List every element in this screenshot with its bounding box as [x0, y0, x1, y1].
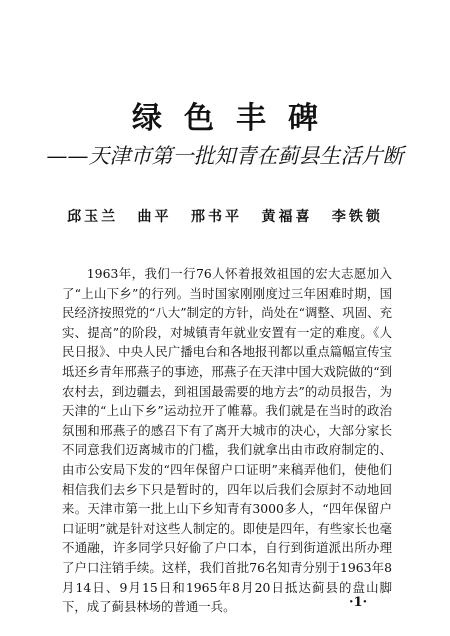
author-name: 邢书平 — [191, 209, 242, 225]
page-number: ·1· — [349, 595, 368, 610]
article-subtitle: ——天津市第一批知青在蓟县生活片断 — [46, 144, 404, 168]
author-name: 李铁锁 — [331, 209, 383, 225]
author-name: 黄福喜 — [261, 209, 313, 225]
author-name: 邱玉兰 — [67, 209, 119, 225]
article-title: 绿色丰碑 — [132, 101, 340, 136]
article-body — [62, 264, 392, 617]
author-list — [0, 206, 450, 228]
body-paragraph: 1963年，我们一行76人怀着报效祖国的宏大志愿加入了“上山下乡”的行列。当时国家刚刚度过三年困难时期，国民经济按照党的“八大”制定的方针，尚处在“调整、巩固、充实、提高”的阶段，对城镇青年就业安置有一定的难度。《人民日报》、中央人民广播电台和各地报刊都以重点篇幅宣传宝坻还乡青年邢燕子的事迹，邢燕子在天津中国大戏院做的“到农村去，到边疆去，到祖国最需要的地方去”的动员报告，为天津的“上山下乡”运动拉开了帷幕。我们就是在当时的政治氛围和邢燕子的感召下有了离开大城市的决心，大部分家长不同意我们迈离城市的门槛，我们就拿出由市政府制定的、由市公安局下发的“四年保留户口证明”来稿弄他们，使他们相信我们去乡下只是暂时的，四年以后我们会原封不动地回来。天津市第一批上山下乡知青有3000多人，“四年保留户口证明”就是针对这些人制定的。即使是四年，有些家长也毫不通融，许多同学只好偷了户口本，自行到街道派出所办理了户口注销手续。这样，我们首批76名知青分别于1963年8月14日、9月15日和1965年8月20日抵达蓟县的盘山脚下，成了蓟县林场的普通一兵。 — [62, 266, 392, 615]
author-name: 曲平 — [137, 209, 172, 225]
